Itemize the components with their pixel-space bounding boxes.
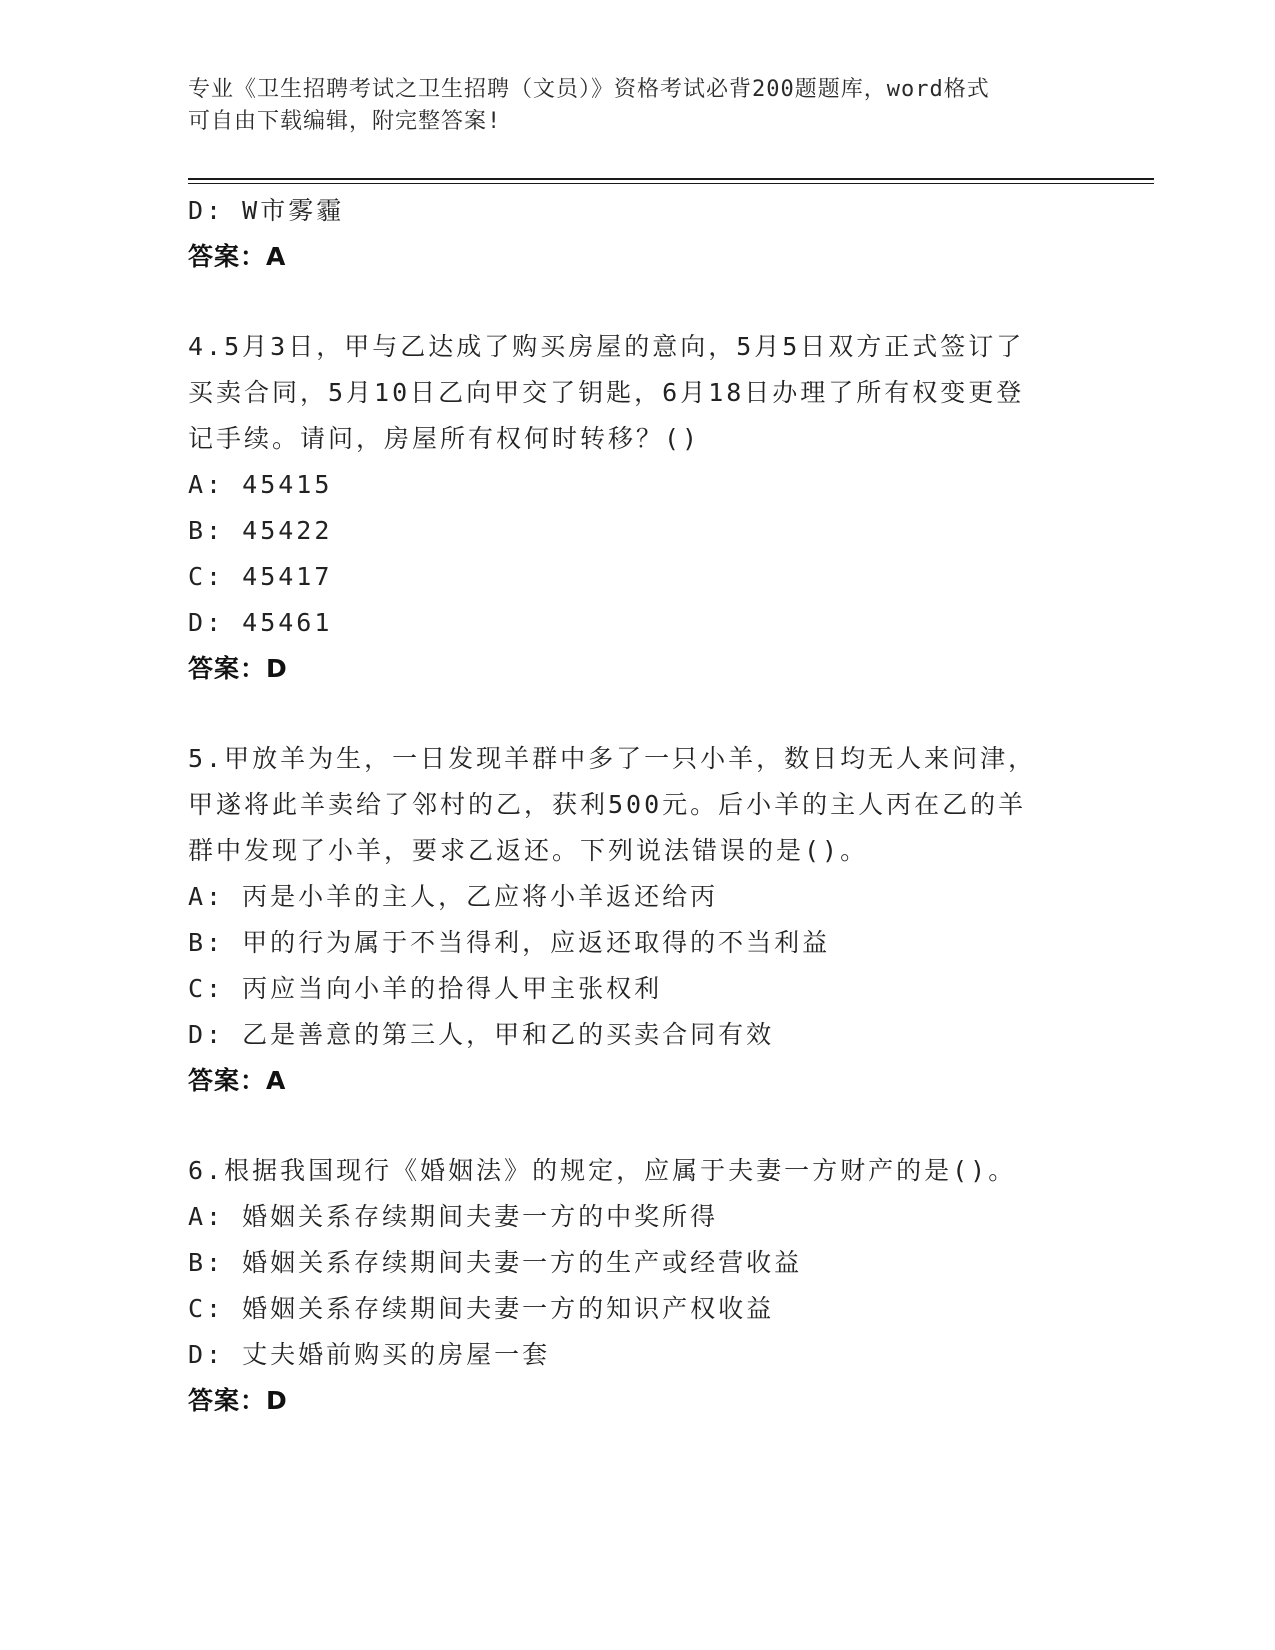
option-c: C: 45417 xyxy=(188,562,333,591)
option-a: A: 婚姻关系存续期间夫妻一方的中奖所得 xyxy=(188,1202,719,1231)
question-stem-line: 4.5月3日，甲与乙达成了购买房屋的意向，5月5日双方正式签订了 xyxy=(188,332,1025,361)
question-stem-line: 6.根据我国现行《婚姻法》的规定，应属于夫妻一方财产的是()。 xyxy=(188,1156,1017,1185)
option-c: C: 丙应当向小羊的拾得人甲主张权利 xyxy=(188,974,663,1003)
question-stem-line: 甲遂将此羊卖给了邻村的乙，获利500元。后小羊的主人丙在乙的羊 xyxy=(188,790,1027,819)
option-b: B: 甲的行为属于不当得利，应返还取得的不当利益 xyxy=(188,928,831,957)
question-4 xyxy=(188,324,1108,692)
answer-line: 答案：D xyxy=(188,1386,288,1415)
answer-line: 答案：D xyxy=(188,654,288,683)
question-stem-line: 群中发现了小羊，要求乙返还。下列说法错误的是()。 xyxy=(188,836,869,865)
header-rule-thin xyxy=(188,183,1154,184)
question-stem-line: 记手续。请问，房屋所有权何时转移？() xyxy=(188,424,701,453)
question-stem-line: 5.甲放羊为生，一日发现羊群中多了一只小羊，数日均无人来问津， xyxy=(188,744,1037,773)
question-6 xyxy=(188,1148,1108,1424)
option-d: D: 丈夫婚前购买的房屋一套 xyxy=(188,1340,551,1369)
header-title-line-1: 专业《卫生招聘考试之卫生招聘（文员）》资格考试必背200题题库，word格式 xyxy=(188,77,990,102)
option-d: D: 45461 xyxy=(188,608,333,637)
header-title-line-2: 可自由下载编辑，附完整答案! xyxy=(188,109,502,134)
answer-line: 答案：A xyxy=(188,1066,287,1095)
spacer xyxy=(188,1104,1108,1148)
question-5 xyxy=(188,736,1108,1104)
spacer xyxy=(188,692,1108,736)
option-a: A: 丙是小羊的主人，乙应将小羊返还给丙 xyxy=(188,882,719,911)
document-header xyxy=(188,74,1088,138)
option-a: A: 45415 xyxy=(188,470,333,499)
header-rule-thick xyxy=(188,178,1154,180)
question-stem-line: 买卖合同，5月10日乙向甲交了钥匙，6月18日办理了所有权变更登 xyxy=(188,378,1025,407)
option-c: C: 婚姻关系存续期间夫妻一方的知识产权收益 xyxy=(188,1294,775,1323)
option-b: B: 45422 xyxy=(188,516,333,545)
option-b: B: 婚姻关系存续期间夫妻一方的生产或经营收益 xyxy=(188,1248,803,1277)
spacer xyxy=(188,280,1108,324)
option-d: D: W市雾霾 xyxy=(188,196,345,225)
carryover-question xyxy=(188,188,1108,280)
answer-line: 答案：A xyxy=(188,242,287,271)
document-body xyxy=(188,188,1108,1424)
option-d: D: 乙是善意的第三人，甲和乙的买卖合同有效 xyxy=(188,1020,775,1049)
